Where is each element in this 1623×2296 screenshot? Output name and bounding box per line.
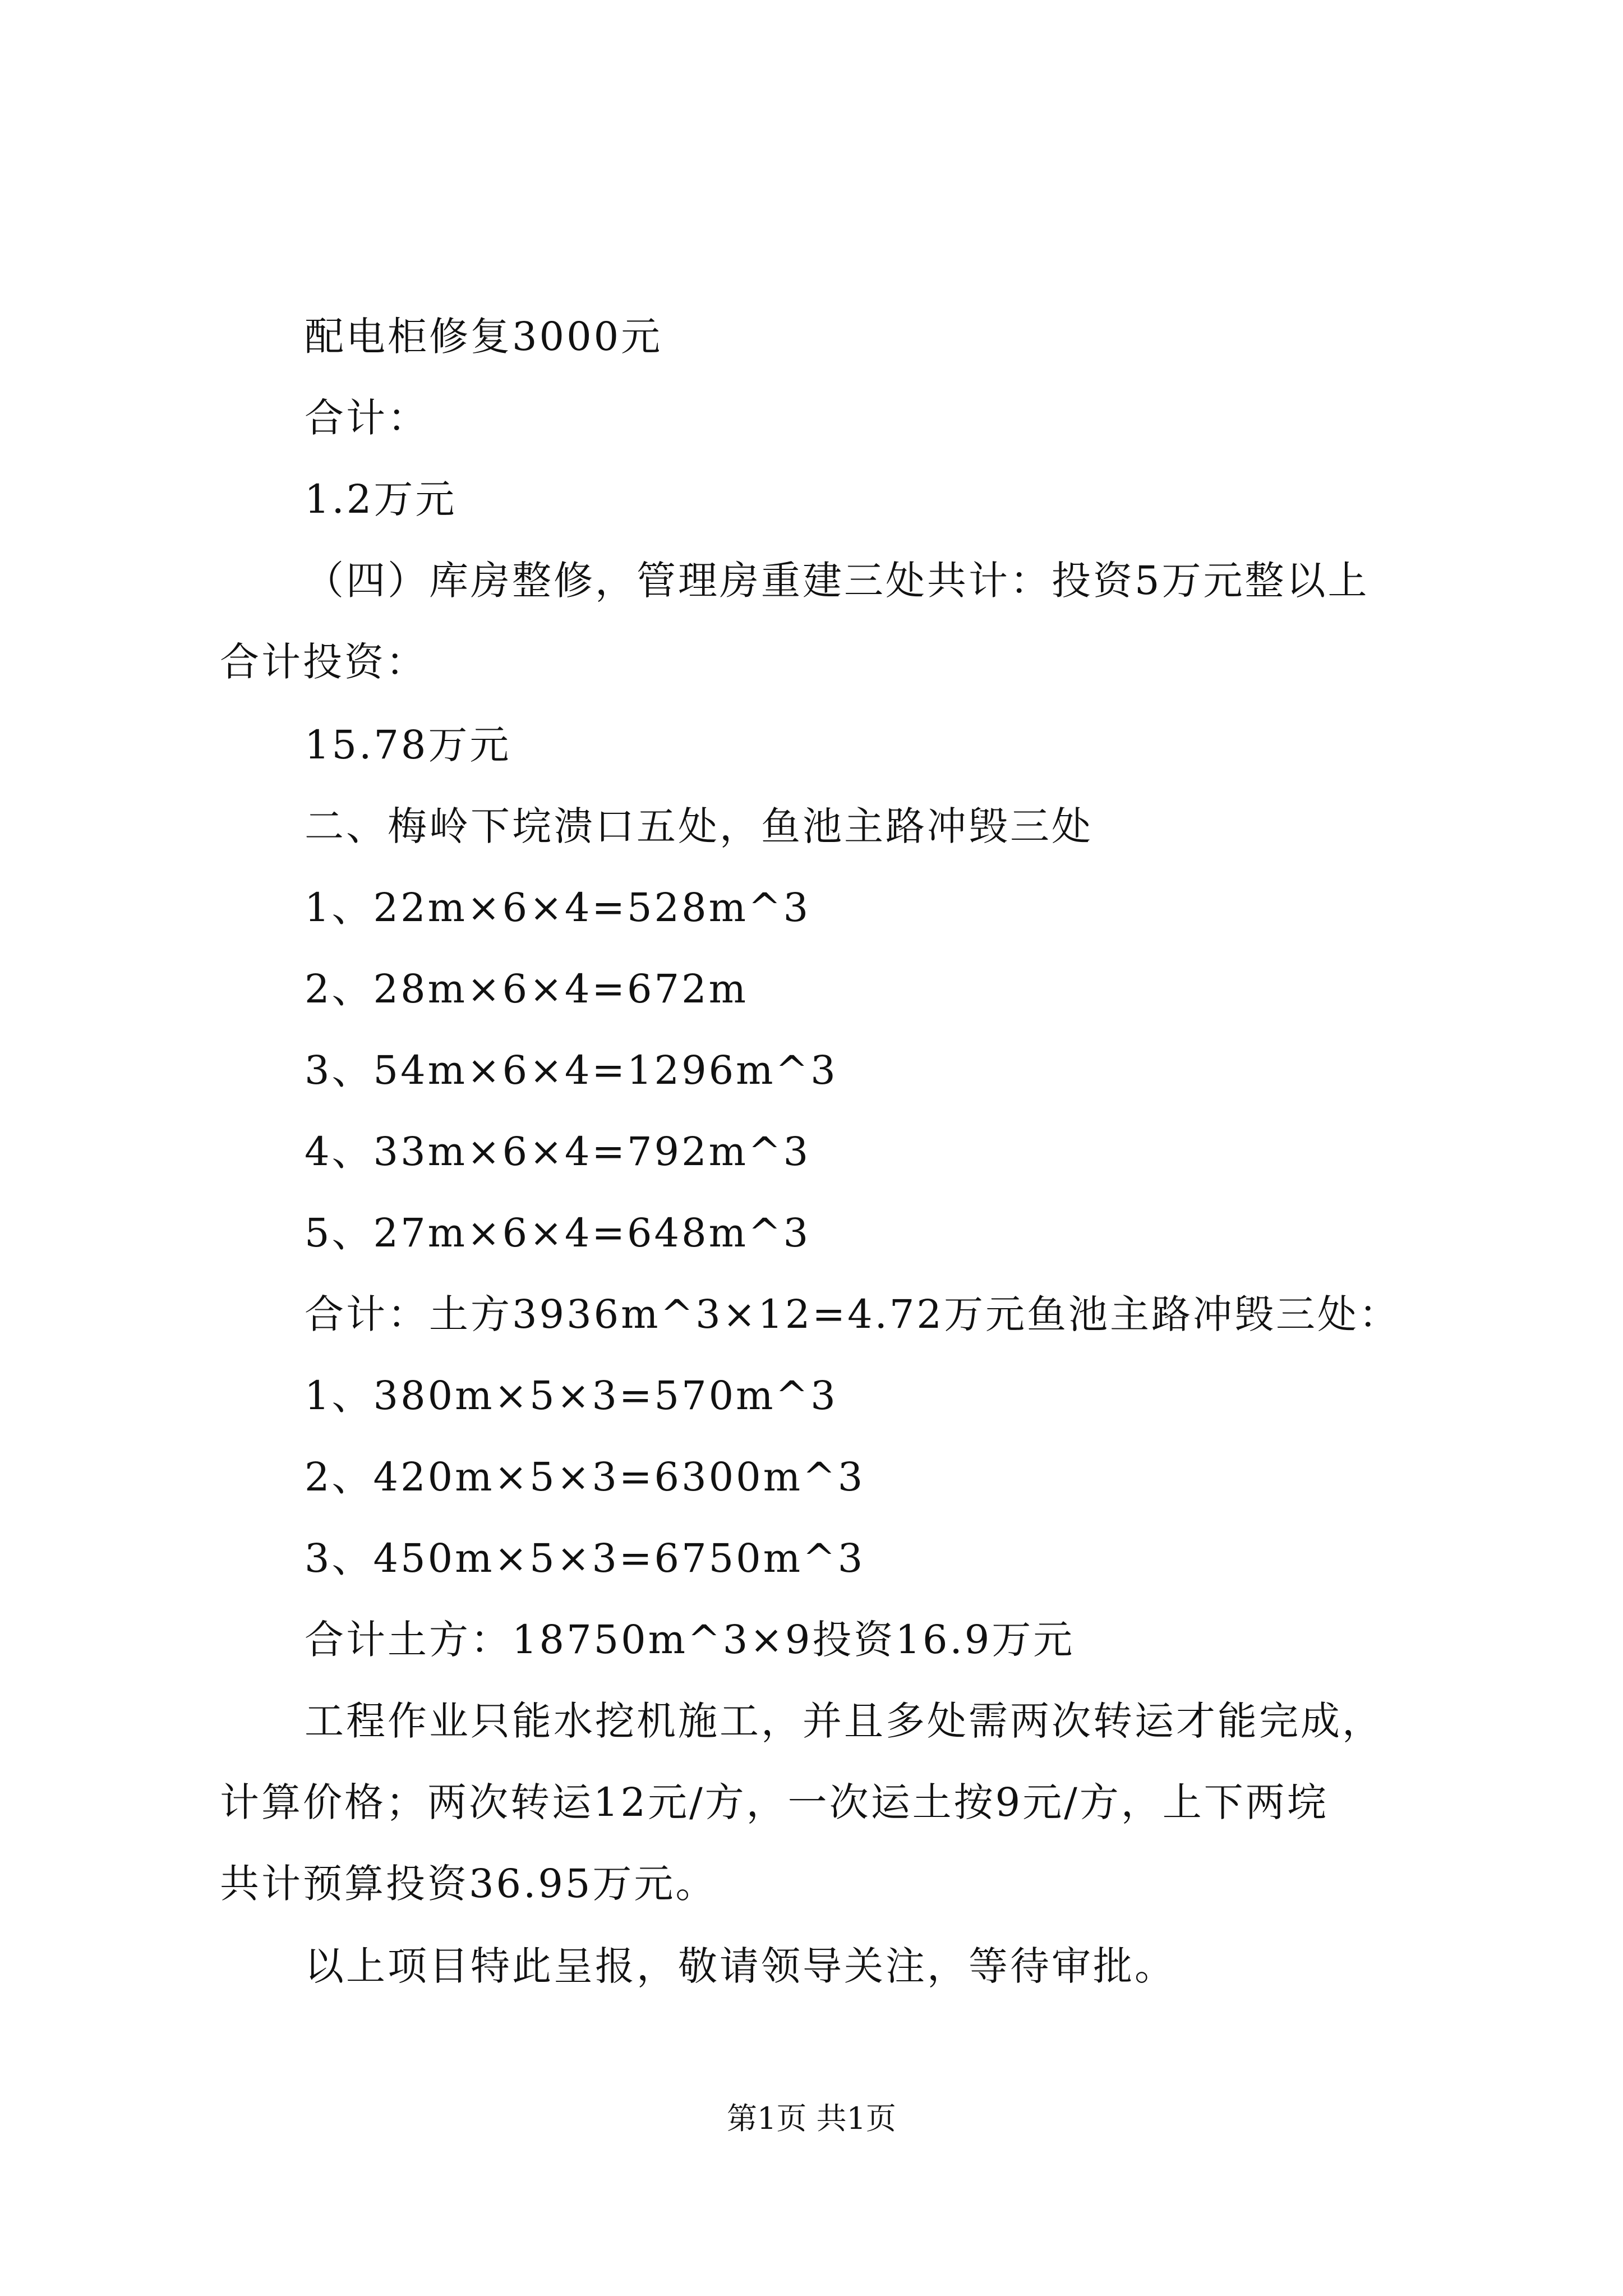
road-calc-line-3: 3、450m×5×3=6750m^3 [305, 1535, 865, 1581]
text-line-section-four: （四）库房整修，管理房重建三处共计：投资5万元整以上 [305, 558, 1370, 604]
page-footer: 第1页 共1页 [727, 2101, 896, 2136]
paragraph-line-1: 工程作业只能水挖机施工，并且多处需两次转运才能完成， [305, 1698, 1384, 1744]
text-line-subtotal-label: 合计： [305, 395, 429, 441]
calc-line-3: 3、54m×6×4=1296m^3 [305, 1047, 838, 1093]
text-line-road-earthwork-total: 合计土方：18750m^3×9投资16.9万元 [305, 1617, 1075, 1663]
text-line-earthwork-total: 合计：土方3936m^3×12=4.72万元鱼池主路冲毁三处： [305, 1291, 1400, 1337]
text-line-total-investment-value: 15.78万元 [305, 722, 511, 768]
text-line-total-investment-label: 合计投资： [220, 639, 427, 685]
paragraph-line-2: 计算价格；两次转运12元/方，一次运土按9元/方，上下两垸 [220, 1779, 1329, 1825]
text-line-cabinet-repair: 配电柜修复3000元 [305, 314, 663, 360]
section-heading-two: 二、梅岭下垸溃口五处，鱼池主路冲毁三处 [305, 803, 1093, 849]
road-calc-line-1: 1、380m×5×3=570m^3 [305, 1373, 838, 1419]
calc-line-2: 2、28m×6×4=672m [305, 966, 748, 1012]
paragraph-line-3: 共计预算投资36.95万元。 [220, 1861, 717, 1907]
closing-line: 以上项目特此呈报，敬请领导关注，等待审批。 [305, 1943, 1176, 1989]
calc-line-4: 4、33m×6×4=792m^3 [305, 1129, 811, 1175]
calc-line-5: 5、27m×6×4=648m^3 [305, 1210, 811, 1256]
text-line-subtotal-value: 1.2万元 [305, 476, 457, 522]
calc-line-1: 1、22m×6×4=528m^3 [305, 885, 811, 931]
road-calc-line-2: 2、420m×5×3=6300m^3 [305, 1454, 865, 1500]
